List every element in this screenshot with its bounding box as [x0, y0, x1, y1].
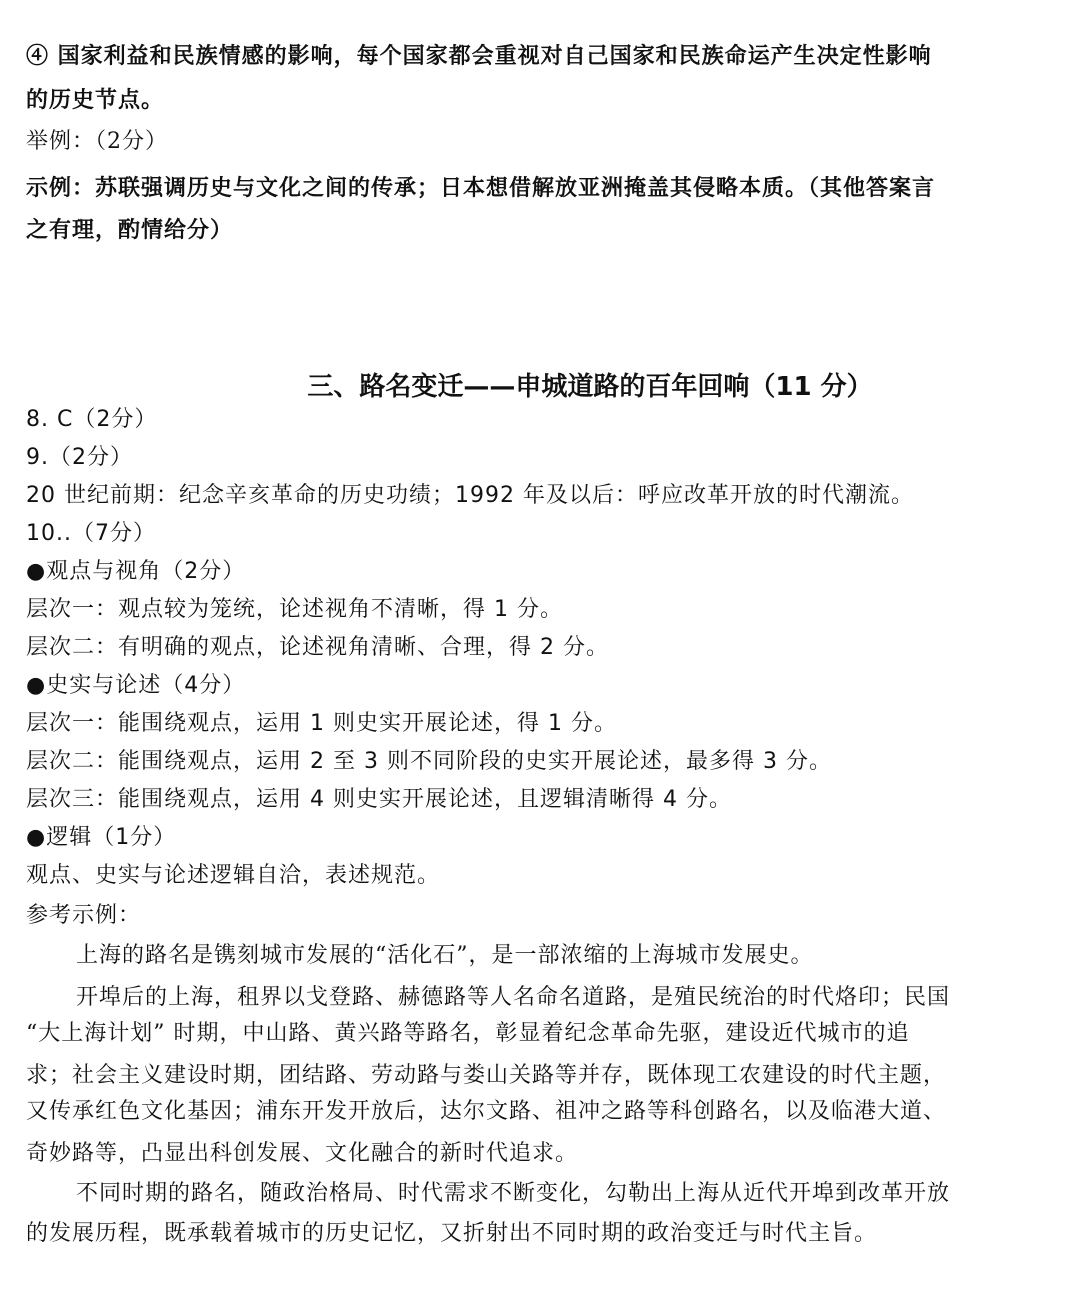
criteria-viewpoint-level1: 层次一：观点较为笼统，论述视角不清晰，得 1 分。 [26, 597, 563, 622]
example-line2: 之有理，酌情给分） [26, 217, 234, 243]
example-line1: 示例：苏联强调历史与文化之间的传承；日本想借解放亚洲掩盖其侵略本质。（其他答案言 [26, 175, 936, 201]
sample-paragraph1: 上海的路名是镌刻城市发展的“活化石”，是一部浓缩的上海城市发展史。 [76, 943, 814, 968]
q9-heading: 9.（2分） [26, 445, 133, 470]
sample-paragraph2-line4: 又传承红色文化基因；浦东开发开放后，达尔文路、祖冲之路等科创路名，以及临港大道、 [26, 1099, 947, 1124]
sample-paragraph2-line2: “大上海计划” 时期，中山路、黄兴路等路名，彰显着纪念革命先驱，建设近代城市的追 [26, 1021, 910, 1046]
criteria-viewpoint-title: ●观点与视角（2分） [26, 559, 246, 584]
example-label: 举例：（2分） [26, 129, 168, 154]
criteria-facts-level3: 层次三：能围绕观点，运用 4 则史实开展论述，且逻辑清晰得 4 分。 [26, 787, 732, 812]
criteria-facts-title: ●史实与论述（4分） [26, 673, 246, 698]
criteria-facts-level2: 层次二：能围绕观点，运用 2 至 3 则不同阶段的史实开展论述，最多得 3 分。 [26, 749, 832, 774]
point4-line1: ④ 国家利益和民族情感的影响，每个国家都会重视对自己国家和民族命运产生决定性影响 [26, 43, 932, 69]
sample-label: 参考示例： [26, 903, 142, 928]
criteria-logic-title: ●逻辑（1分） [26, 825, 177, 850]
sample-paragraph3-line1: 不同时期的路名，随政治格局、时代需求不断变化，勾勒出上海从近代开埠到改革开放 [76, 1181, 951, 1206]
q10-heading: 10..（7分） [26, 521, 156, 546]
criteria-viewpoint-level2: 层次二：有明确的观点，论述视角清晰、合理，得 2 分。 [26, 635, 609, 660]
criteria-logic-level1: 观点、史实与论述逻辑自洽，表述规范。 [26, 863, 441, 888]
q8-answer: 8. C（2分） [26, 407, 158, 432]
sample-paragraph2-line3: 求；社会主义建设时期，团结路、劳动路与娄山关路等并存，既体现工农建设的时代主题， [26, 1063, 947, 1088]
section-title: 三、路名变迁——申城道路的百年回响（11 分） [307, 372, 873, 402]
sample-paragraph2-line1: 开埠后的上海，租界以戈登路、赫德路等人名命名道路，是殖民统治的时代烙印；民国 [76, 985, 951, 1010]
point4-line2: 的历史节点。 [26, 87, 165, 113]
criteria-facts-level1: 层次一：能围绕观点，运用 1 则史实开展论述，得 1 分。 [26, 711, 617, 736]
sample-paragraph3-line2: 的发展历程，既承载着城市的历史记忆，又折射出不同时期的政治变迁与时代主旨。 [26, 1221, 878, 1246]
sample-paragraph2-line5: 奇妙路等，凸显出科创发展、文化融合的新时代追求。 [26, 1141, 579, 1166]
q9-answer: 20 世纪前期：纪念辛亥革命的历史功绩；1992 年及以后：呼应改革开放的时代潮流。 [26, 483, 914, 508]
